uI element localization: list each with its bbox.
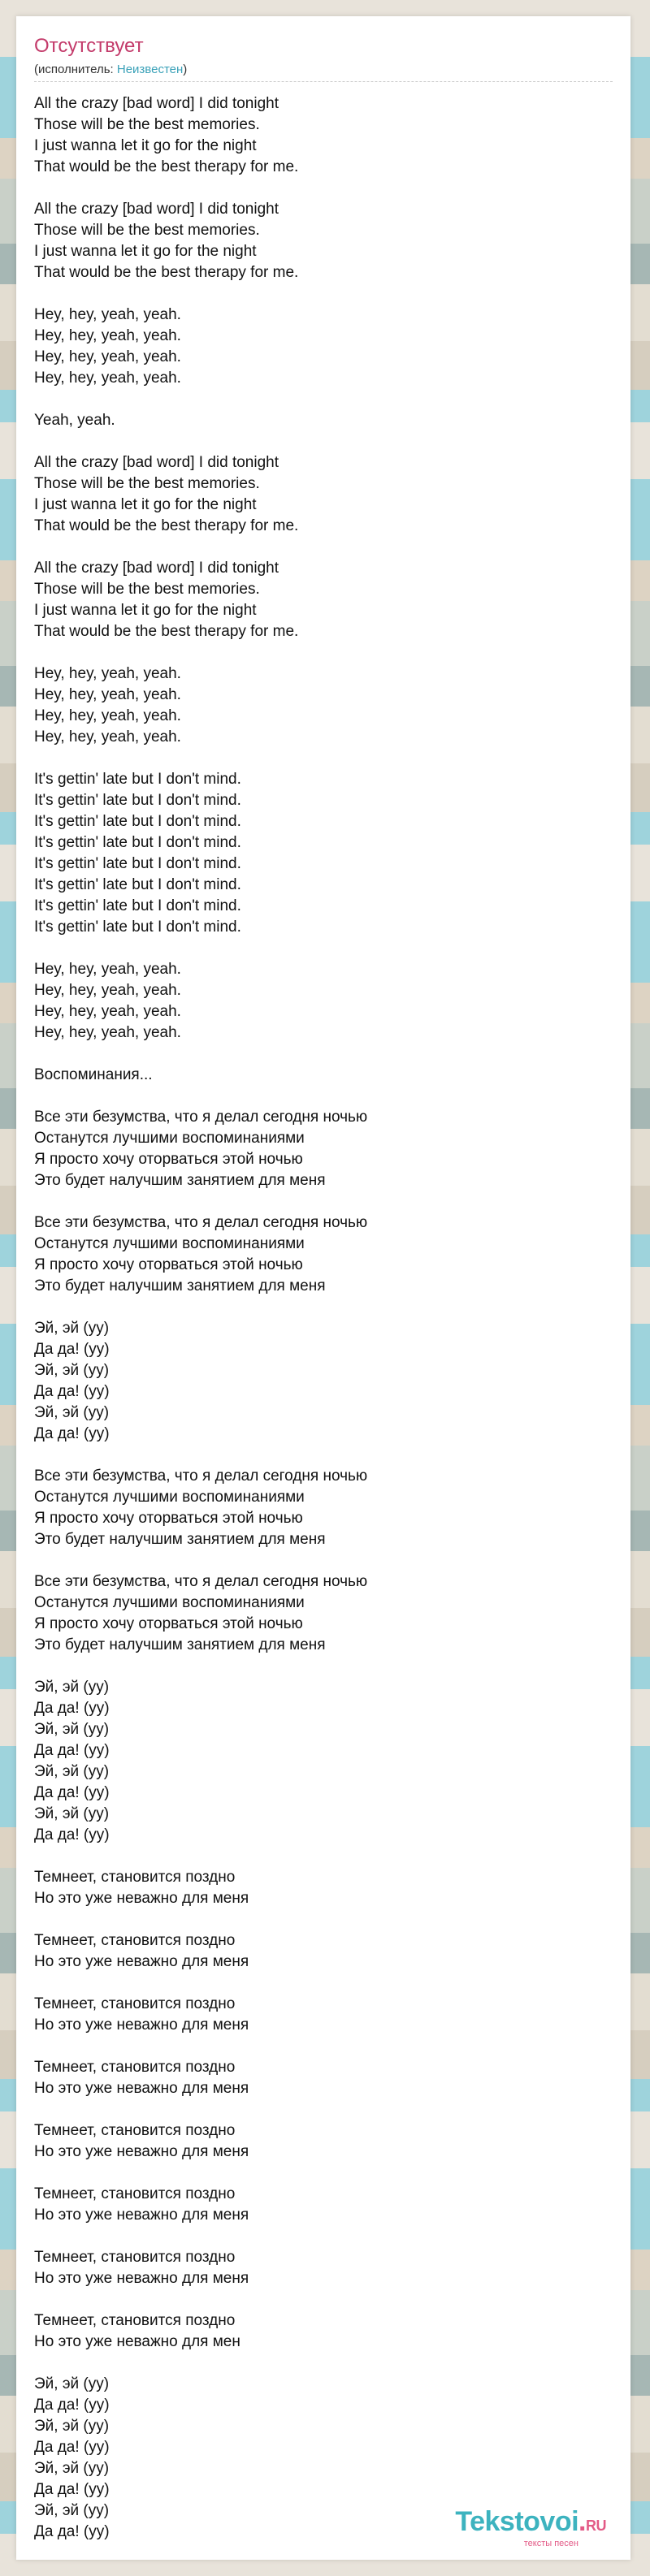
lyric-line: Hey, hey, yeah, yeah. — [34, 961, 181, 978]
lyric-line: Я просто хочу оторваться этой ночью — [34, 1615, 303, 1632]
lyric-line: Да да! (уу) — [34, 1784, 110, 1801]
lyric-line: Но это уже неважно для меня — [34, 1953, 249, 1970]
lyric-line: I just wanna let it go for the night — [34, 602, 257, 619]
logo-main-text: Tekstovoi — [455, 2506, 579, 2537]
lyric-line: I just wanna let it go for the night — [34, 496, 257, 513]
lyric-line: All the crazy [bad word] I did tonight — [34, 454, 279, 471]
lyric-line: Эй, эй (уу) — [34, 2418, 110, 2435]
stanza-break — [34, 1656, 613, 1677]
stanza-break — [34, 389, 613, 410]
lyric-line: Эй, эй (уу) — [34, 1721, 110, 1738]
lyric-line: Темнеет, становится поздно — [34, 2059, 236, 2076]
lyric-line: It's gettin' late but I don't mind. — [34, 834, 241, 851]
lyric-line: Темнеет, становится поздно — [34, 2312, 236, 2329]
lyric-line: Эй, эй (уу) — [34, 1763, 110, 1780]
lyric-line: I just wanna let it go for the night — [34, 243, 257, 260]
lyric-line: Эй, эй (уу) — [34, 1805, 110, 1822]
lyric-line: It's gettin' late but I don't mind. — [34, 855, 241, 872]
lyric-line: Но это уже неважно для меня — [34, 1890, 249, 1907]
lyric-line: Those will be the best memories. — [34, 222, 260, 239]
lyric-line: Все эти безумства, что я делал сегодня ночью — [34, 1109, 368, 1126]
lyric-line: Темнеет, становится поздно — [34, 2122, 236, 2139]
lyric-line: Но это уже неважно для меня — [34, 2080, 249, 2097]
stanza-break — [34, 1445, 613, 1466]
stanza-break — [34, 431, 613, 452]
lyric-line: Yeah, yeah. — [34, 412, 115, 429]
lyric-line: Да да! (уу) — [34, 1341, 110, 1358]
lyric-line: Я просто хочу оторваться этой ночью — [34, 1256, 303, 1273]
stanza-break — [34, 1297, 613, 1318]
stanza-break — [34, 748, 613, 769]
lyric-line: Останутся лучшими воспоминаниями — [34, 1489, 305, 1506]
lyric-line: Да да! (уу) — [34, 1425, 110, 1442]
stanza-break — [34, 642, 613, 663]
lyric-line: It's gettin' late but I don't mind. — [34, 897, 241, 914]
lyric-line: Эй, эй (уу) — [34, 1404, 110, 1421]
lyric-line: Да да! (уу) — [34, 1742, 110, 1759]
lyric-line: Останутся лучшими воспоминаниями — [34, 1235, 305, 1252]
stanza-break — [34, 283, 613, 305]
lyric-line: It's gettin' late but I don't mind. — [34, 876, 241, 893]
stanza-break — [34, 2163, 613, 2184]
lyric-line: That would be the best therapy for me. — [34, 623, 299, 640]
lyric-line: Все эти безумства, что я делал сегодня ночью — [34, 1214, 368, 1231]
stanza-break — [34, 1550, 613, 1571]
lyric-line: Но это уже неважно для меня — [34, 2016, 249, 2034]
lyric-line: Я просто хочу оторваться этой ночью — [34, 1151, 303, 1168]
lyric-line: Those will be the best memories. — [34, 475, 260, 492]
lyric-line: It's gettin' late but I don't mind. — [34, 792, 241, 809]
lyric-line: Да да! (уу) — [34, 2523, 110, 2540]
lyric-line: Темнеет, становится поздно — [34, 1932, 236, 1949]
stanza-break — [34, 537, 613, 558]
stanza-break — [34, 1044, 613, 1065]
stanza-break — [34, 2226, 613, 2247]
lyric-line: Да да! (уу) — [34, 2397, 110, 2414]
lyric-line: Да да! (уу) — [34, 1383, 110, 1400]
logo-tagline: тексты песен — [523, 2539, 578, 2548]
stanza-break — [34, 2289, 613, 2310]
lyric-line: Но это уже неважно для меня — [34, 2270, 249, 2287]
logo-dot: . — [578, 2506, 586, 2537]
lyric-line: Hey, hey, yeah, yeah. — [34, 370, 181, 387]
lyric-line: Эй, эй (уу) — [34, 2502, 110, 2519]
song-title: Отсутствует — [34, 35, 144, 57]
lyric-line: That would be the best therapy for me. — [34, 517, 299, 534]
lyric-line: Hey, hey, yeah, yeah. — [34, 728, 181, 746]
lyrics-card — [16, 16, 630, 2560]
lyric-line: Hey, hey, yeah, yeah. — [34, 1003, 181, 1020]
lyric-line: Hey, hey, yeah, yeah. — [34, 1024, 181, 1041]
site-logo[interactable] — [455, 2507, 606, 2548]
stanza-break — [34, 1973, 613, 1994]
logo-wordmark — [455, 2507, 606, 2540]
lyric-line: Это будет налучшим занятием для меня — [34, 1277, 326, 1294]
lyric-line: Но это уже неважно для мен — [34, 2333, 240, 2350]
lyric-line: All the crazy [bad word] I did tonight — [34, 201, 279, 218]
artist-link[interactable]: Неизвестен — [116, 63, 184, 76]
lyric-line: Hey, hey, yeah, yeah. — [34, 327, 181, 344]
lyric-line: All the crazy [bad word] I did tonight — [34, 95, 279, 112]
stanza-break — [34, 178, 613, 199]
lyric-line: Да да! (уу) — [34, 2481, 110, 2498]
lyric-line: Но это уже неважно для меня — [34, 2143, 249, 2160]
lyric-line: All the crazy [bad word] I did tonight — [34, 560, 279, 577]
lyric-line: Но это уже неважно для меня — [34, 2206, 249, 2224]
lyric-line: Hey, hey, yeah, yeah. — [34, 306, 181, 323]
lyric-line: Останутся лучшими воспоминаниями — [34, 1594, 305, 1611]
lyric-line: Это будет налучшим занятием для меня — [34, 1636, 326, 1653]
lyric-line: Темнеет, становится поздно — [34, 2185, 236, 2202]
artist-suffix: ) — [183, 63, 188, 76]
lyric-line: Я просто хочу оторваться этой ночью — [34, 1510, 303, 1527]
lyrics-text — [34, 93, 613, 2543]
stanza-break — [34, 2099, 613, 2120]
lyric-line: It's gettin' late but I don't mind. — [34, 771, 241, 788]
lyric-line: Темнеет, становится поздно — [34, 1869, 236, 1886]
artist-line — [34, 62, 613, 82]
lyric-line: I just wanna let it go for the night — [34, 137, 257, 154]
stanza-break — [34, 2353, 613, 2374]
lyric-line: Да да! (уу) — [34, 2439, 110, 2456]
lyric-line: Эй, эй (уу) — [34, 1679, 110, 1696]
lyric-line: It's gettin' late but I don't mind. — [34, 918, 241, 936]
lyric-line: Останутся лучшими воспоминаниями — [34, 1130, 305, 1147]
lyric-line: That would be the best therapy for me. — [34, 158, 299, 175]
lyric-line: Это будет налучшим занятием для меня — [34, 1172, 326, 1189]
lyric-line: Those will be the best memories. — [34, 581, 260, 598]
lyric-line: Все эти безумства, что я делал сегодня ночью — [34, 1573, 368, 1590]
lyric-line: That would be the best therapy for me. — [34, 264, 299, 281]
lyric-line: Hey, hey, yeah, yeah. — [34, 686, 181, 703]
lyric-line: Эй, эй (уу) — [34, 2375, 110, 2392]
lyric-line: It's gettin' late but I don't mind. — [34, 813, 241, 830]
lyric-line: Темнеет, становится поздно — [34, 1995, 236, 2012]
lyric-line: Hey, hey, yeah, yeah. — [34, 348, 181, 365]
stanza-break — [34, 1191, 613, 1212]
lyric-line: Those will be the best memories. — [34, 116, 260, 133]
lyric-line: Да да! (уу) — [34, 1826, 110, 1843]
artist-prefix: (исполнитель: — [34, 63, 117, 76]
lyric-line: Hey, hey, yeah, yeah. — [34, 665, 181, 682]
lyric-line: Все эти безумства, что я делал сегодня ночью — [34, 1467, 368, 1485]
lyric-line: Hey, hey, yeah, yeah. — [34, 707, 181, 724]
lyric-line: Hey, hey, yeah, yeah. — [34, 982, 181, 999]
stanza-break — [34, 1909, 613, 1930]
lyric-line: Это будет налучшим занятием для меня — [34, 1531, 326, 1548]
lyric-line: Эй, эй (уу) — [34, 1320, 110, 1337]
lyric-line: Эй, эй (уу) — [34, 2460, 110, 2477]
logo-tld: RU — [586, 2518, 606, 2534]
stanza-break — [34, 938, 613, 959]
lyric-line: Эй, эй (уу) — [34, 1362, 110, 1379]
lyric-line: Темнеет, становится поздно — [34, 2249, 236, 2266]
stanza-break — [34, 1086, 613, 1107]
stanza-break — [34, 2036, 613, 2057]
stanza-break — [34, 1846, 613, 1867]
lyric-line: Воспоминания... — [34, 1066, 153, 1083]
lyric-line: Да да! (уу) — [34, 1700, 110, 1717]
